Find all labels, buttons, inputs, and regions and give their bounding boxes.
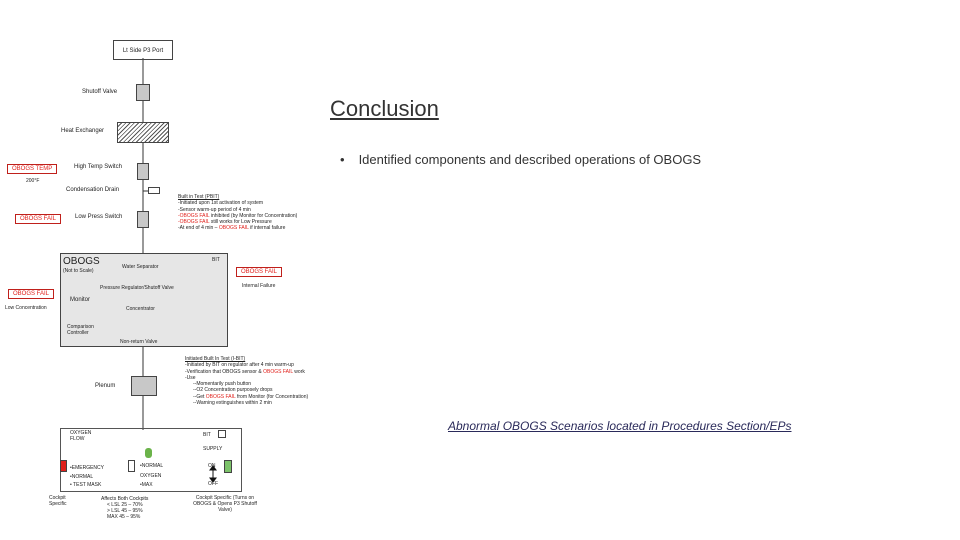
- low-press-switch-label: Low Press Switch: [75, 214, 123, 220]
- shutoff-valve-label: Shutoff Valve: [82, 89, 118, 95]
- ibit-line-2-warning: OBOGS FAIL: [263, 368, 293, 375]
- heat-exchanger-label: Heat Exchanger: [61, 128, 105, 134]
- plenum: [131, 376, 157, 396]
- pbit-line-1: -Initiated upon 1st activation of system: [178, 200, 264, 207]
- comparison-controller-label: [67, 324, 103, 336]
- pbit-line-4-text: still works for Low Pressure: [209, 219, 272, 226]
- water-separator-label: Water Separator: [122, 264, 159, 270]
- bit-button[interactable]: [218, 430, 226, 438]
- normal-label: •NORMAL: [70, 474, 94, 480]
- obogs-subtitle: (Not to Scale): [63, 268, 94, 274]
- condensation-drain-label: Condensation Drain: [66, 187, 120, 193]
- obogs-fail-internal: OBOGS FAIL: [236, 267, 282, 277]
- procedures-link[interactable]: Abnormal OBOGS Scenarios located in Procedures Section/EPs: [448, 419, 792, 433]
- high-temp-switch: [137, 163, 149, 180]
- ibit-line-2: [185, 369, 308, 375]
- cockpit-specific-right-text: Cockpit Specific (Turns on OBOGS & Opens P3 Shutoff Valve): [193, 495, 257, 513]
- cockpit-specific-left-text: Cockpit Specific: [49, 495, 67, 507]
- high-temp-switch-label: High Temp Switch: [74, 164, 122, 170]
- affects-both-label: Affects Both Cockpits: [101, 496, 149, 502]
- pbit-line-5-text: if internal failure: [248, 225, 286, 232]
- bullet-text: Identified components and described operations of OBOGS: [358, 152, 702, 167]
- heat-exchanger: [117, 122, 169, 143]
- pbit-line-3-warning: -OBOGS FAIL: [178, 212, 210, 219]
- temp-value: 200°F: [26, 178, 40, 184]
- supply-label: SUPPLY: [203, 446, 223, 452]
- test-mask-label: • TEST MASK: [70, 482, 102, 488]
- pressure-regulator-label: Pressure Regulator/Shutoff Valve: [100, 285, 174, 291]
- bullet-dot-icon: •: [340, 152, 345, 167]
- oxygen-flow-label: [70, 430, 100, 442]
- obogs-fail-low-press: OBOGS FAIL: [15, 214, 61, 224]
- panel-bit-label: BIT: [203, 432, 211, 438]
- pbit-line-2: -Sensor warm-up period of 4 min: [178, 206, 251, 213]
- oxygen-flow-text: OXYGEN FLOW: [70, 430, 92, 442]
- slide-title: Conclusion: [330, 96, 439, 121]
- ibit-note: [185, 356, 308, 406]
- ibit-title: Initiated Built In Test (I-BIT): [185, 356, 246, 362]
- diluter-oxygen-label: OXYGEN: [140, 473, 162, 479]
- low-concentration-label: Low Concentration: [5, 305, 47, 311]
- bit-label: BIT: [212, 257, 220, 263]
- diluter-switch[interactable]: [128, 460, 135, 472]
- non-return-valve-label: Non-return Valve: [120, 339, 158, 345]
- ibit-line-5: --O2 Concentration purposely drops: [193, 387, 273, 394]
- diluter-normal-label: •NORMAL: [140, 463, 164, 469]
- ibit-line-2-text: work: [292, 368, 305, 375]
- plenum-label: Plenum: [95, 383, 116, 389]
- usl-range: > LSL 45 – 95%: [107, 508, 143, 514]
- pbit-line-3-text: inhibited (by Monitor for Concentration): [209, 212, 298, 219]
- ibit-line-6-pre: --Get: [193, 393, 206, 400]
- ibit-line-4: --Momentarily push button: [193, 381, 252, 388]
- pbit-line-5-pre: -At end of 4 min –: [178, 225, 219, 232]
- low-press-switch: [137, 211, 149, 228]
- ibit-line-3: -Use: [185, 374, 196, 381]
- pbit-note: [178, 194, 297, 232]
- shutoff-valve: [136, 84, 150, 101]
- cockpit-specific-left: [49, 495, 75, 507]
- source-port-box: [113, 40, 173, 60]
- ibit-line-1: -Initiated by BIT on regulator after 4 min warm-up: [185, 362, 294, 369]
- obogs-title: OBOGS: [63, 256, 100, 267]
- ibit-line-6-text: from Monitor (for Concentration): [235, 393, 309, 400]
- supply-off-label: OFF: [208, 481, 218, 487]
- ibit-line-7: --Warning extinguishes within 2 min: [193, 400, 272, 407]
- ibit-line-6-warning: OBOGS FAIL: [205, 393, 236, 400]
- monitor-label: Monitor: [70, 297, 91, 303]
- concentrator-label: Concentrator: [126, 306, 155, 312]
- pbit-line-5-warning: OBOGS FAIL: [218, 225, 249, 232]
- max-range: MAX 45 – 95%: [107, 514, 141, 520]
- supply-on-label: ON: [208, 463, 216, 469]
- comparison-controller-text: Comparison Controller: [67, 324, 94, 336]
- source-port-label: Lt Side P3 Port: [122, 48, 164, 54]
- oxygen-flow-indicator: [145, 448, 152, 458]
- condensation-drain: [148, 187, 160, 194]
- emergency-switch[interactable]: [60, 460, 67, 472]
- lsl-range: < LSL 25 – 70%: [107, 502, 143, 508]
- diluter-max-label: •MAX: [140, 482, 153, 488]
- pbit-title: Built in Test (PBIT): [178, 194, 220, 200]
- cockpit-specific-right: [188, 495, 262, 513]
- obogs-fail-monitor: OBOGS FAIL: [8, 289, 54, 299]
- supply-toggle[interactable]: [224, 460, 232, 473]
- ibit-line-2-pre: -Verification that OBOGS sensor &: [185, 368, 264, 375]
- obogs-temp-caution: OBOGS TEMP: [7, 164, 57, 174]
- affects-both-block: [101, 496, 148, 520]
- internal-failure-label: Internal Failure: [242, 283, 276, 289]
- pbit-line-5: [178, 225, 297, 231]
- emergency-label: •EMERGENCY: [70, 465, 104, 471]
- pbit-line-4-warning: -OBOGS FAIL: [178, 219, 210, 226]
